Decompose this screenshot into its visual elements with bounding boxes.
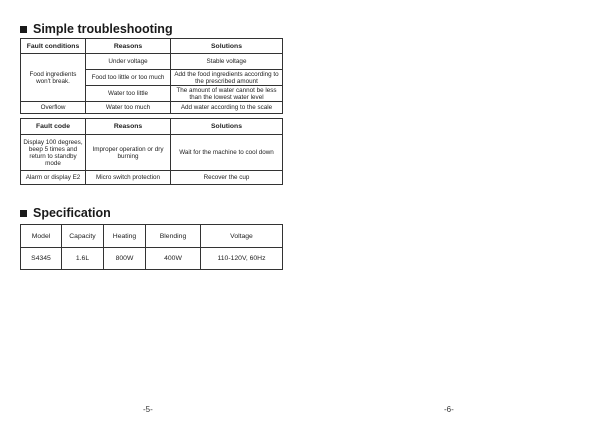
table-row xyxy=(21,102,283,114)
reason-cell: Water too much xyxy=(86,102,171,114)
fault-cell: Display 100 degrees, beep 5 times and return to standby mode xyxy=(21,135,86,171)
square-bullet-icon xyxy=(20,26,27,33)
reason-cell: Micro switch protection xyxy=(86,171,171,185)
fault-cell: Overflow xyxy=(21,102,86,114)
model-value: S4345 xyxy=(21,248,62,270)
solution-cell: Stable voltage xyxy=(171,54,283,70)
table-header-row xyxy=(21,39,283,54)
voltage-value: 110-120V, 60Hz xyxy=(201,248,283,270)
solution-cell: The amount of water cannot be less than the lowest water level xyxy=(171,86,283,102)
specification-heading xyxy=(20,206,111,220)
solution-cell: Wait for the machine to cool down xyxy=(171,135,283,171)
table-row xyxy=(21,248,283,270)
troubleshooting-table xyxy=(20,38,283,114)
page-number-right: -6- xyxy=(444,405,454,414)
reason-cell: Water too little xyxy=(86,86,171,102)
column-header: Solutions xyxy=(171,39,283,54)
column-header: Voltage xyxy=(201,225,283,248)
heating-value: 800W xyxy=(104,248,146,270)
column-header: Reasons xyxy=(86,119,171,135)
column-header: Fault conditions xyxy=(21,39,86,54)
table-row xyxy=(21,54,283,70)
column-header: Blending xyxy=(146,225,201,248)
square-bullet-icon xyxy=(20,210,27,217)
column-header: Fault code xyxy=(21,119,86,135)
table-row xyxy=(21,135,283,171)
column-header: Reasons xyxy=(86,39,171,54)
table-header-row xyxy=(21,225,283,248)
solution-cell: Recover the cup xyxy=(171,171,283,185)
column-header: Capacity xyxy=(62,225,104,248)
solution-cell: Add water according to the scale xyxy=(171,102,283,114)
reason-cell: Under voltage xyxy=(86,54,171,70)
column-header: Model xyxy=(21,225,62,248)
reason-cell: Food too little or too much xyxy=(86,70,171,86)
troubleshooting-heading xyxy=(20,22,173,36)
fault-cell: Food ingredients won't break. xyxy=(21,54,86,102)
solution-cell: Add the food ingredients according to the prescribed amount xyxy=(171,70,283,86)
specification-table xyxy=(20,224,283,270)
fault-cell: Alarm or display E2 xyxy=(21,171,86,185)
reason-cell: Improper operation or dry burning xyxy=(86,135,171,171)
page-number-left: -5- xyxy=(143,405,153,414)
table-row xyxy=(21,171,283,185)
table-header-row xyxy=(21,119,283,135)
troubleshooting-title: Simple troubleshooting xyxy=(33,22,173,36)
capacity-value: 1.6L xyxy=(62,248,104,270)
specification-title: Specification xyxy=(33,206,111,220)
column-header: Heating xyxy=(104,225,146,248)
column-header: Solutions xyxy=(171,119,283,135)
fault-code-table xyxy=(20,118,283,185)
blending-value: 400W xyxy=(146,248,201,270)
